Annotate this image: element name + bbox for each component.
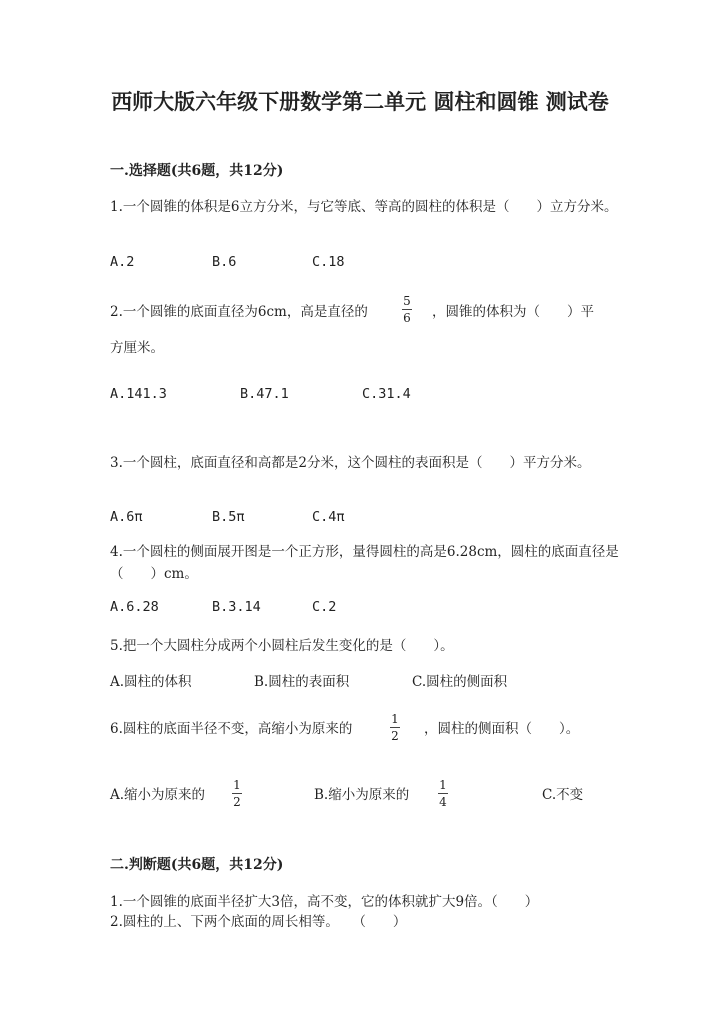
page-title: 西师大版六年级下册数学第二单元 圆柱和圆锥 测试卷 — [111, 89, 609, 114]
q4-option-c: C.2 — [312, 599, 337, 615]
q5-option-b: B.圆柱的表面积 — [254, 674, 350, 690]
question-4: 4.一个圆柱的侧面展开图是一个正方形，量得圆柱的高是6.28cm，圆柱的底面直径是（ ）cm。 — [110, 544, 619, 582]
q6-option-b: B.缩小为原来的 — [314, 787, 410, 803]
q5-option-c: C.圆柱的侧面积 — [412, 674, 508, 690]
q2-option-c: C.31.4 — [362, 386, 411, 402]
q2-fraction-numerator: 5 — [403, 294, 411, 308]
q3-option-b: B.5π — [212, 509, 245, 525]
question-2-part-a: 2.一个圆锥的底面直径为6cm，高是直径的 — [110, 304, 368, 320]
q6-fraction-denominator: 2 — [391, 729, 399, 743]
q6-option-a-fraction — [232, 778, 242, 809]
fraction-bar — [232, 793, 242, 794]
q6-option-a-denominator: 2 — [233, 795, 241, 809]
section-heading-choice: 一.选择题(共6题，共12分) — [110, 163, 284, 179]
question-6-part-a: 6.圆柱的底面半径不变，高缩小为原来的 — [110, 721, 353, 737]
fraction-bar — [402, 309, 412, 310]
q3-option-a: A.6π — [110, 509, 143, 525]
fraction-bar — [438, 793, 448, 794]
q4-option-b: B.3.14 — [212, 599, 261, 615]
question-2-part-c: 方厘米。 — [110, 340, 164, 356]
question-3: 3.一个圆柱，底面直径和高都是2分米，这个圆柱的表面积是（ ）平方分米。 — [110, 455, 591, 471]
q6-fraction — [390, 712, 400, 743]
q2-option-b: B.47.1 — [240, 386, 289, 402]
fraction-bar — [390, 727, 400, 728]
q6-option-b-denominator: 4 — [439, 795, 447, 809]
q6-option-c: C.不变 — [542, 787, 584, 803]
question-5: 5.把一个大圆柱分成两个小圆柱后发生变化的是（ ）。 — [110, 638, 454, 654]
q2-fraction-denominator: 6 — [403, 311, 411, 325]
q4-option-a: A.6.28 — [110, 599, 159, 615]
q1-option-b: B.6 — [212, 254, 237, 270]
question-1: 1.一个圆锥的体积是6立方分米，与它等底、等高的圆柱的体积是（ ）立方分米。 — [110, 199, 618, 215]
q6-option-b-numerator: 1 — [439, 778, 447, 792]
section-heading-judgment: 二.判断题(共6题，共12分) — [110, 857, 284, 873]
q6-fraction-numerator: 1 — [391, 712, 399, 726]
q6-option-b-fraction — [438, 778, 448, 809]
question-2-part-b: ，圆锥的体积为（ ）平 — [432, 304, 594, 320]
q6-option-a-numerator: 1 — [233, 778, 241, 792]
q3-option-c: C.4π — [312, 509, 345, 525]
judgment-2: 2.圆柱的上、下两个底面的周长相等。 （ ） — [110, 914, 407, 930]
q1-option-c: C.18 — [312, 254, 345, 270]
judgment-1: 1.一个圆锥的底面半径扩大3倍，高不变，它的体积就扩大9倍。（ ） — [110, 894, 539, 910]
q2-fraction — [402, 294, 412, 325]
q6-option-a: A.缩小为原来的 — [110, 787, 206, 803]
q5-option-a: A.圆柱的体积 — [110, 674, 192, 690]
question-6-part-b: ，圆柱的侧面积（ ）。 — [424, 721, 580, 737]
q2-option-a: A.141.3 — [110, 386, 167, 402]
q1-option-a: A.2 — [110, 254, 135, 270]
